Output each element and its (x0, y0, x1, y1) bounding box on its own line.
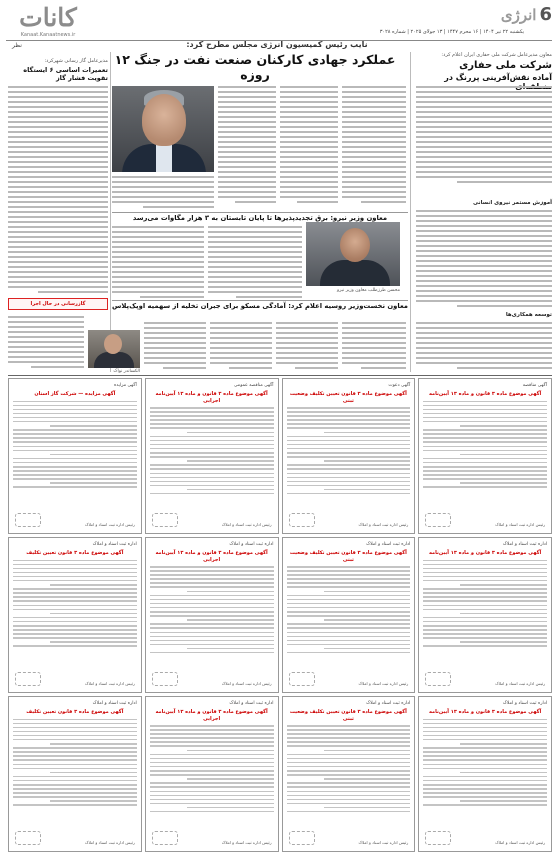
right-column-kicker: معاون مدیرعامل شرکت ملی حفاری ایران اعلام کرد: (441, 52, 552, 58)
third-photo-caption: الکساندر نواک (113, 369, 140, 374)
notice-body (13, 719, 137, 806)
third-headline[interactable]: معاون نخست‌وزیر روسیه اعلام کرد: آمادگی مسکو برای جبران تخلیه از سهمیه اوپک‌پلاس (112, 302, 408, 310)
right-column-subheading-2: توسعه همکاری‌ها (505, 312, 552, 318)
lead-photo[interactable] (112, 86, 214, 172)
legal-notice[interactable] (145, 696, 279, 852)
second-story-photo[interactable] (306, 222, 400, 286)
notice-title: آگهی موضوع ماده ۳ قانون تعیین تکلیف وضعیت ثبتی (289, 709, 407, 722)
left-column-body-2 (8, 316, 84, 371)
left-column-kicker: مدیرعامل گاز رسانی شهرکرد: (44, 58, 108, 64)
notice-header: آگهی مناقصه (522, 383, 547, 388)
notice-body (150, 407, 274, 494)
left-column-title[interactable]: تعمیرات اساسی ۶ ایستگاه تقویت فشار گاز (23, 66, 108, 82)
notice-body (423, 401, 547, 488)
legal-notice[interactable] (8, 378, 142, 534)
lead-body-col-1 (218, 86, 276, 206)
notice-header: اداره ثبت اسناد و املاک (92, 542, 137, 547)
notice-stamp (425, 831, 451, 845)
page-number: 6 (539, 4, 552, 25)
right-column-subtitle: آماده نقش‌آفرینی پررنگ در (444, 73, 552, 82)
notice-stamp (425, 513, 451, 527)
right-column-body-2 (416, 210, 552, 310)
notice-stamp (425, 672, 451, 686)
third-body-col-1 (144, 322, 206, 372)
notice-title: آگهی موضوع ماده ۳ قانون و ماده ۱۳ آیین‌نامه اجرایی (155, 709, 268, 722)
ads-divider (8, 375, 552, 376)
notice-body (150, 725, 274, 812)
legal-notice[interactable] (282, 537, 416, 693)
notice-stamp (289, 672, 315, 686)
right-column-title[interactable]: شرکت ملی حفاری (459, 60, 552, 71)
notice-header: اداره ثبت اسناد و املاک (502, 701, 547, 706)
notice-signature: رئیس اداره ثبت اسناد و املاک (221, 840, 272, 845)
notice-title: آگهی موضوع ماده ۳ قانون تعیین تکلیف (26, 550, 124, 556)
lead-kicker: نایب رئیس کمیسیون انرژی مجلس مطرح کرد: (186, 40, 368, 49)
lead-body-col-3 (342, 86, 406, 206)
notice-header: اداره ثبت اسناد و املاک (229, 701, 274, 706)
notice-signature: رئیس اداره ثبت اسناد و املاک (221, 681, 272, 686)
section-mark (501, 4, 552, 25)
notice-header: اداره ثبت اسناد و املاک (366, 542, 411, 547)
logo-wordmark: کانات (19, 3, 77, 32)
third-body-col-3 (276, 322, 338, 372)
notice-signature: رئیس اداره ثبت اسناد و املاک (495, 840, 545, 845)
legal-notice[interactable] (8, 537, 142, 693)
notice-signature: رئیس اداره ثبت اسناد و املاک (358, 840, 409, 845)
notice-header: آگهی مناقصه عمومی (234, 383, 274, 388)
legal-notice[interactable] (282, 378, 416, 534)
notice-signature: رئیس اداره ثبت اسناد و املاک (495, 681, 545, 686)
notice-signature: رئیس اداره ثبت اسناد و املاک (84, 681, 135, 686)
legal-notice[interactable] (418, 696, 552, 852)
lead-headline[interactable]: عملکرد جهادی کارکنان صنعت نفت در جنگ ۱۲ روزه (114, 52, 396, 82)
notice-body (287, 407, 411, 494)
legal-notice[interactable] (8, 696, 142, 852)
right-column-subheading-1: آموزش مستمر نیروی انسانی (472, 200, 552, 206)
third-story-photo[interactable] (88, 330, 140, 368)
notice-title: آگهی موضوع ماده ۳ قانون و ماده ۱۳ آیین‌نامه (429, 391, 542, 397)
notice-body (287, 725, 411, 812)
right-column-body (416, 86, 552, 186)
legal-notice[interactable] (145, 537, 279, 693)
notice-body (287, 566, 411, 653)
opinion-label: نظر (12, 42, 22, 49)
notice-signature: رئیس اداره ثبت اسناد و املاک (495, 522, 545, 527)
notice-body (13, 560, 137, 647)
notice-stamp (152, 513, 178, 527)
second-photo-caption: محسن طرزطلب معاون وزیر نیرو (337, 288, 400, 293)
logo-site-url: Kanaat.Kanaatnews.ir (20, 32, 76, 38)
notice-title: آگهی موضوع ماده ۳ قانون و ماده ۱۳ آیین‌نامه (429, 709, 542, 715)
newspaper-logo[interactable] (6, 4, 90, 40)
legal-notice[interactable] (145, 378, 279, 534)
notice-title: آگهی موضوع ماده ۳ قانون و ماده ۱۳ آیین‌نامه اجرایی (155, 550, 268, 563)
notice-title: آگهی موضوع ماده ۳ قانون تعیین تکلیف (26, 709, 124, 715)
notice-stamp (289, 831, 315, 845)
legal-notice[interactable] (418, 378, 552, 534)
notice-header: آگهی مزایده (113, 383, 137, 388)
section-divider-1 (112, 212, 408, 213)
notice-signature: رئیس اداره ثبت اسناد و املاک (221, 522, 272, 527)
third-body-col-2 (210, 322, 272, 372)
notice-header: آگهی دعوت (388, 383, 411, 388)
notice-title: آگهی مزایده — شرکت گاز استان (34, 391, 116, 397)
third-body-col-4 (342, 322, 406, 372)
notice-body (423, 719, 547, 806)
notice-header: اداره ثبت اسناد و املاک (92, 701, 137, 706)
notice-header: اداره ثبت اسناد و املاک (366, 701, 411, 706)
notice-stamp (289, 513, 315, 527)
notice-body (150, 566, 274, 653)
second-body-col-1 (112, 226, 204, 301)
notice-body (423, 560, 547, 647)
left-column-body (8, 86, 108, 296)
second-headline[interactable]: معاون وزیر نیرو: برق تجدیدپذیرها تا پایان تابستان به ۳ هزار مگاوات می‌رسد (132, 214, 388, 222)
legal-notice[interactable] (282, 696, 416, 852)
dateline: یکشنبه ۲۲ تیر ۱۴۰۴ | ۱۶ محرم ۱۴۴۷ | ۱۳ جولای ۲۰۲۵ | شماره ۳۰۲۸ (379, 29, 524, 35)
right-column-body-3 (416, 322, 552, 372)
lead-body-under-photo (112, 176, 214, 211)
notice-title: آگهی موضوع ماده ۳ قانون و ماده ۱۳ آیین‌نامه اجرایی (155, 391, 268, 404)
section-divider-2 (112, 300, 408, 301)
second-body-col-2 (208, 226, 302, 301)
notice-title: آگهی موضوع ماده ۳ قانون تعیین تکلیف وضعیت ثبتی (289, 391, 407, 404)
notice-signature: رئیس اداره ثبت اسناد و املاک (84, 522, 135, 527)
notice-stamp (15, 831, 41, 845)
left-column-highlight: گازرسانی در حال اجرا (8, 298, 108, 310)
lead-body-col-2 (280, 86, 338, 206)
notice-title: آگهی موضوع ماده ۳ قانون تعیین تکلیف وضعیت ثبتی (289, 550, 407, 563)
right-column-divider (410, 52, 411, 372)
notice-signature: رئیس اداره ثبت اسناد و املاک (358, 522, 409, 527)
notice-stamp (15, 672, 41, 686)
legal-notice[interactable] (418, 537, 552, 693)
notice-body (13, 401, 137, 488)
notice-signature: رئیس اداره ثبت اسناد و املاک (84, 840, 135, 845)
notice-stamp (152, 831, 178, 845)
legal-notices-grid (8, 378, 552, 852)
left-column-divider (110, 52, 111, 372)
section-name: انرژی (500, 5, 537, 24)
notice-title: آگهی موضوع ماده ۳ قانون و ماده ۱۳ آیین‌نامه (429, 550, 542, 556)
notice-stamp (152, 672, 178, 686)
notice-signature: رئیس اداره ثبت اسناد و املاک (358, 681, 409, 686)
notice-stamp (15, 513, 41, 527)
notice-header: اداره ثبت اسناد و املاک (502, 542, 547, 547)
notice-header: اداره ثبت اسناد و املاک (229, 542, 274, 547)
